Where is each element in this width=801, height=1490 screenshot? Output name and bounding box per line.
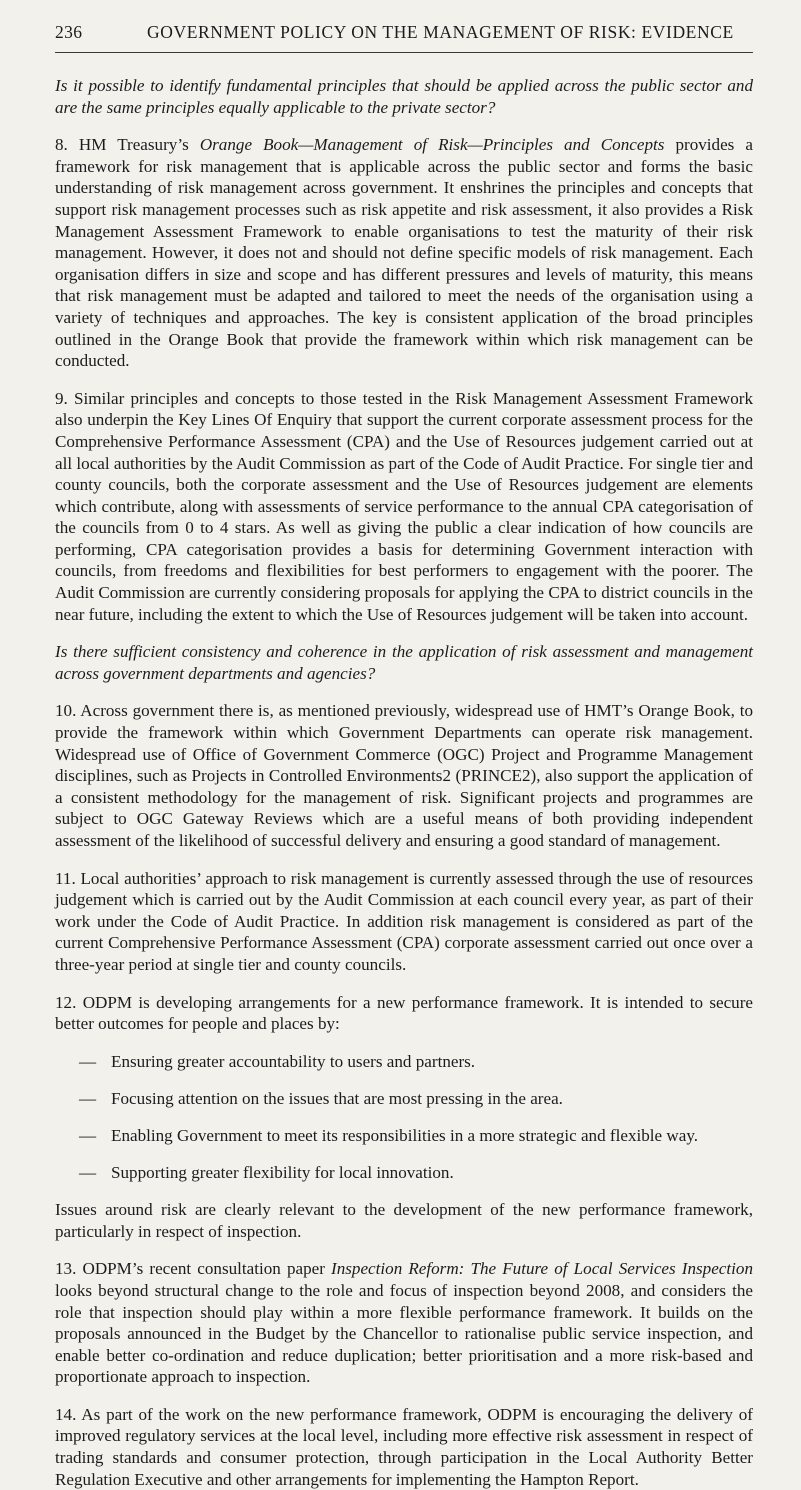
dash-marker: — — [79, 1088, 97, 1108]
paragraph-8-prefix: 8. HM Treasury’s — [55, 135, 200, 155]
list-item-text: Ensuring greater accountability to users and partners. — [111, 1051, 476, 1071]
paragraph-14: 14. As part of the work on the new performance framework, ODPM is encouraging the delivery of improved regulatory services at the local level, including more effective risk assessment in respect of trading standards and consumer protection, through participation in the Local Authority Better Regulation Executive and other arrangements for implementing the Hampton Report. — [55, 1404, 753, 1489]
list-item — [79, 1125, 753, 1147]
paragraph-13-rest: looks beyond structural change to the role and focus of inspection beyond 2008, and considers the role that inspection should play within a more flexible performance framework. It builds on the proposals announced in the Budget by the Chancellor to rationalise public service inspection, and enable better co-ordination and reduce duplication; better prioritisation and a more risk-based and proportionate approach to inspection. — [55, 1280, 753, 1387]
dash-marker: — — [79, 1125, 97, 1145]
paragraph-10: 10. Across government there is, as mentioned previously, widespread use of HMT’s Orange Book, to provide the framework within which Government Departments can operate risk management. Widespread use of Office of Government Commerce (OGC) Project and Programme Management disciplines, such as Projects in Controlled Environments2 (PRINCE2), also support the application of a consistent methodology for the management of risk. Significant projects and programmes are subject to OGC Gateway Reviews which are a useful means of both providing independent assessment of the likelihood of successful delivery and ensuring a good standard of management. — [55, 701, 753, 850]
consultation-paper-title: Inspection Reform: The Future of Local Services Inspection — [331, 1259, 753, 1279]
dash-marker: — — [79, 1163, 97, 1183]
paragraph-13 — [55, 1258, 753, 1388]
page-header — [55, 22, 753, 43]
dash-marker: — — [79, 1051, 97, 1071]
list-item-text: Focusing attention on the issues that are most pressing in the area. — [111, 1088, 563, 1108]
paragraph-13-prefix: 13. ODPM’s recent consultation paper — [55, 1259, 332, 1279]
paragraph-8 — [55, 134, 753, 372]
outcomes-list — [55, 1051, 753, 1184]
list-item — [79, 1162, 753, 1184]
orange-book-title: Orange Book—Management of Risk—Principles and Concepts — [199, 135, 665, 155]
question-heading: Is there sufficient consistency and coherence in the application of risk assessment and management across government departments and agencies? — [55, 642, 753, 683]
paragraph-12-continued: Issues around risk are clearly relevant to the development of the new performance framework, particularly in respect of inspection. — [55, 1200, 753, 1241]
question-heading: Is it possible to identify fundamental principles that should be applied across the public sector and are the same principles equally applicable to the private sector? — [55, 76, 753, 117]
paragraph-11: 11. Local authorities’ approach to risk management is currently assessed through the use of resources judgement which is carried out by the Audit Commission at each council every year, as part of their work under the Code of Audit Practice. In addition risk management is considered as part of the current Comprehensive Performance Assessment (CPA) corporate assessment carried out once over a three-year period at single tier and county councils. — [55, 868, 753, 974]
paragraph-8-rest: provides a framework for risk management that is applicable across the public sector and forms the basic understanding of risk management across government. It enshrines the principles and concepts that support risk management processes such as risk appetite and risk assessment, it also provides a Risk Management Assessment Framework to enable organisations to test the maturity of their risk management. However, it does not and should not define specific models of risk management. Each organisation differs in size and scope and has different pressures and levels of maturity, this means that risk management must be adapted and tailored to meet the needs of the organisation using a variety of techniques and approaches. The key is consistent application of the broad principles outlined in the Orange Book that provide the framework within which risk management can be conducted. — [55, 135, 753, 371]
list-item-text: Enabling Government to meet its responsibilities in a more strategic and flexible way. — [111, 1125, 699, 1145]
body-text — [55, 75, 753, 1490]
running-title: GOVERNMENT POLICY ON THE MANAGEMENT OF RISK: EVIDENCE — [147, 22, 734, 42]
page-number: 236 — [55, 22, 83, 42]
header-rule — [55, 52, 753, 53]
paragraph-12: 12. ODPM is developing arrangements for a new performance framework. It is intended to secure better outcomes for people and places by: — [55, 992, 753, 1034]
list-item — [79, 1088, 753, 1110]
list-item — [79, 1051, 753, 1073]
paragraph-9: 9. Similar principles and concepts to those tested in the Risk Management Assessment Framework also underpin the Key Lines Of Enquiry that support the current corporate assessment process for the Comprehensive Performance Assessment (CPA) and the Use of Resources judgement carried out at all local authorities by the Audit Commission as part of the Code of Audit Practice. For single tier and county councils, both the corporate assessment and the Use of Resources judgement are elements which contribute, along with assessments of service performance to the annual CPA categorisation of the councils from 0 to 4 stars. As well as giving the public a clear indication of how councils are performing, CPA categorisation provides a basis for determining Government interaction with councils, from freedoms and flexibilities for best performers to engagement with the poorer. The Audit Commission are currently considering proposals for applying the CPA to district councils in the near future, including the extent to which the Use of Resources judgement will be taken into account. — [55, 388, 753, 624]
list-item-text: Supporting greater flexibility for local innovation. — [111, 1163, 454, 1183]
